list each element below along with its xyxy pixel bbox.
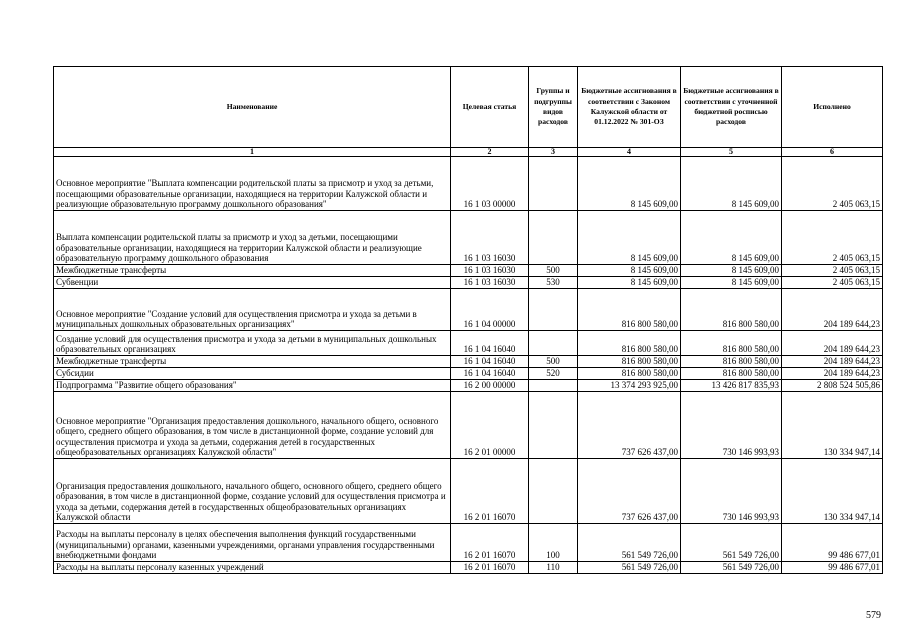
column-number: 3: [529, 148, 578, 157]
row-executed-amount: 99 486 677,01: [782, 524, 883, 562]
row-expense-group: [529, 380, 578, 392]
column-number-row: [54, 148, 883, 157]
row-executed-amount: 204 189 644,23: [782, 356, 883, 368]
row-target-article: 16 2 01 16070: [451, 562, 529, 574]
row-name: Основное мероприятие "Выплата компенсации родительской платы за присмотр и уход за детьми, посещающими образовательные организации, находящиеся на территории Калужской области и реализующие образовательную программу дошкольного образования": [54, 157, 451, 211]
page-number: 579: [866, 610, 881, 621]
row-law-amount: 8 145 609,00: [578, 265, 681, 277]
row-refined-amount: 8 145 609,00: [681, 157, 782, 211]
row-executed-amount: 204 189 644,23: [782, 289, 883, 331]
row-name: Основное мероприятие "Создание условий для осуществления присмотра и ухода за детьми в муниципальных дошкольных образовательных организациях": [54, 289, 451, 331]
header-target-article: Целевая статья: [451, 67, 529, 148]
row-law-amount: 13 374 293 925,00: [578, 380, 681, 392]
row-executed-amount: 99 486 677,01: [782, 562, 883, 574]
row-expense-group: 100: [529, 524, 578, 562]
row-refined-amount: 816 800 580,00: [681, 331, 782, 356]
row-name: Субвенции: [54, 277, 451, 289]
row-name: Организация предоставления дошкольного, начального общего, основного общего, среднего общего образования, в том числе в дистанционной форме, создание условий для осуществления присмотра и ухода за детьми, содержания детей в государственных общеобразовательных организациях Калужской области: [54, 459, 451, 524]
row-executed-amount: 130 334 947,14: [782, 459, 883, 524]
row-law-amount: 561 549 726,00: [578, 562, 681, 574]
row-target-article: 16 2 01 00000: [451, 392, 529, 459]
table-row: [54, 331, 883, 356]
header-name: Наименование: [54, 67, 451, 148]
row-expense-group: 530: [529, 277, 578, 289]
row-executed-amount: 2 405 063,15: [782, 211, 883, 265]
row-expense-group: [529, 392, 578, 459]
row-refined-amount: 8 145 609,00: [681, 265, 782, 277]
row-expense-group: [529, 459, 578, 524]
row-executed-amount: 2 405 063,15: [782, 277, 883, 289]
header-refined-allocations: Бюджетные ассигнования в соответствии с уточненной бюджетной росписью расходов: [681, 67, 782, 148]
row-law-amount: 816 800 580,00: [578, 356, 681, 368]
row-expense-group: 110: [529, 562, 578, 574]
row-refined-amount: 8 145 609,00: [681, 277, 782, 289]
table-row: [54, 356, 883, 368]
row-law-amount: 816 800 580,00: [578, 331, 681, 356]
budget-table: [53, 66, 883, 574]
row-executed-amount: 2 405 063,15: [782, 265, 883, 277]
row-executed-amount: 130 334 947,14: [782, 392, 883, 459]
row-law-amount: 737 626 437,00: [578, 459, 681, 524]
table-row: [54, 380, 883, 392]
row-expense-group: 520: [529, 368, 578, 380]
row-law-amount: 816 800 580,00: [578, 289, 681, 331]
table-row: [54, 157, 883, 211]
header-row: [54, 67, 883, 148]
row-refined-amount: 561 549 726,00: [681, 562, 782, 574]
column-number: 1: [54, 148, 451, 157]
header-executed: Исполнено: [782, 67, 883, 148]
row-law-amount: 8 145 609,00: [578, 157, 681, 211]
row-expense-group: 500: [529, 356, 578, 368]
table-row: [54, 211, 883, 265]
table-row: [54, 289, 883, 331]
row-refined-amount: 816 800 580,00: [681, 289, 782, 331]
column-number: 4: [578, 148, 681, 157]
table-row: [54, 368, 883, 380]
row-name: Создание условий для осуществления присмотра и ухода за детьми в муниципальных дошкольных образовательных организациях: [54, 331, 451, 356]
table-row: [54, 459, 883, 524]
row-executed-amount: 204 189 644,23: [782, 368, 883, 380]
row-executed-amount: 204 189 644,23: [782, 331, 883, 356]
row-refined-amount: 816 800 580,00: [681, 356, 782, 368]
row-target-article: 16 1 03 00000: [451, 157, 529, 211]
row-target-article: 16 1 04 00000: [451, 289, 529, 331]
row-name: Субсидии: [54, 368, 451, 380]
row-name: Межбюджетные трансферты: [54, 356, 451, 368]
row-target-article: 16 2 01 16070: [451, 524, 529, 562]
row-refined-amount: 13 426 817 835,93: [681, 380, 782, 392]
table-row: [54, 392, 883, 459]
row-name: Межбюджетные трансферты: [54, 265, 451, 277]
row-name: Подпрограмма "Развитие общего образования": [54, 380, 451, 392]
row-law-amount: 561 549 726,00: [578, 524, 681, 562]
row-refined-amount: 8 145 609,00: [681, 211, 782, 265]
row-expense-group: 500: [529, 265, 578, 277]
row-target-article: 16 1 04 16040: [451, 331, 529, 356]
row-law-amount: 8 145 609,00: [578, 277, 681, 289]
row-refined-amount: 816 800 580,00: [681, 368, 782, 380]
row-name: Расходы на выплаты персоналу в целях обеспечения выполнения функций государственными (муниципальными) органами, казенными учреждениями, органами управления государственными внебюджетными фондами: [54, 524, 451, 562]
row-name: Основное мероприятие "Организация предоставления дошкольного, начального общего, основного общего, среднего общего образования, в том числе в дистанционной форме, создание условий для осуществления присмотра и ухода за детьми, содержания детей в государственных общеобразовательных организациях Калужской области": [54, 392, 451, 459]
row-law-amount: 816 800 580,00: [578, 368, 681, 380]
column-number: 2: [451, 148, 529, 157]
table-row: [54, 265, 883, 277]
column-number: 6: [782, 148, 883, 157]
row-expense-group: [529, 157, 578, 211]
table-row: [54, 277, 883, 289]
row-law-amount: 8 145 609,00: [578, 211, 681, 265]
table-row: [54, 524, 883, 562]
row-name: Расходы на выплаты персоналу казенных учреждений: [54, 562, 451, 574]
row-executed-amount: 2 808 524 505,86: [782, 380, 883, 392]
header-expense-groups: Группы и подгруппы видов расходов: [529, 67, 578, 148]
row-law-amount: 737 626 437,00: [578, 392, 681, 459]
row-refined-amount: 730 146 993,93: [681, 392, 782, 459]
row-refined-amount: 730 146 993,93: [681, 459, 782, 524]
row-expense-group: [529, 211, 578, 265]
row-target-article: 16 2 00 00000: [451, 380, 529, 392]
row-name: Выплата компенсации родительской платы за присмотр и уход за детьми, посещающими образовательные организации, находящиеся на территории Калужской области и реализующие образовательную программу дошкольного образования: [54, 211, 451, 265]
row-target-article: 16 1 03 16030: [451, 265, 529, 277]
row-expense-group: [529, 289, 578, 331]
row-target-article: 16 2 01 16070: [451, 459, 529, 524]
row-target-article: 16 1 03 16030: [451, 211, 529, 265]
row-refined-amount: 561 549 726,00: [681, 524, 782, 562]
column-number: 5: [681, 148, 782, 157]
row-expense-group: [529, 331, 578, 356]
row-target-article: 16 1 04 16040: [451, 368, 529, 380]
table-row: [54, 562, 883, 574]
header-law-allocations: Бюджетные ассигнования в соответствии с Законом Калужской области от 01.12.2022 № 301-ОЗ: [578, 67, 681, 148]
row-target-article: 16 1 03 16030: [451, 277, 529, 289]
row-target-article: 16 1 04 16040: [451, 356, 529, 368]
row-executed-amount: 2 405 063,15: [782, 157, 883, 211]
